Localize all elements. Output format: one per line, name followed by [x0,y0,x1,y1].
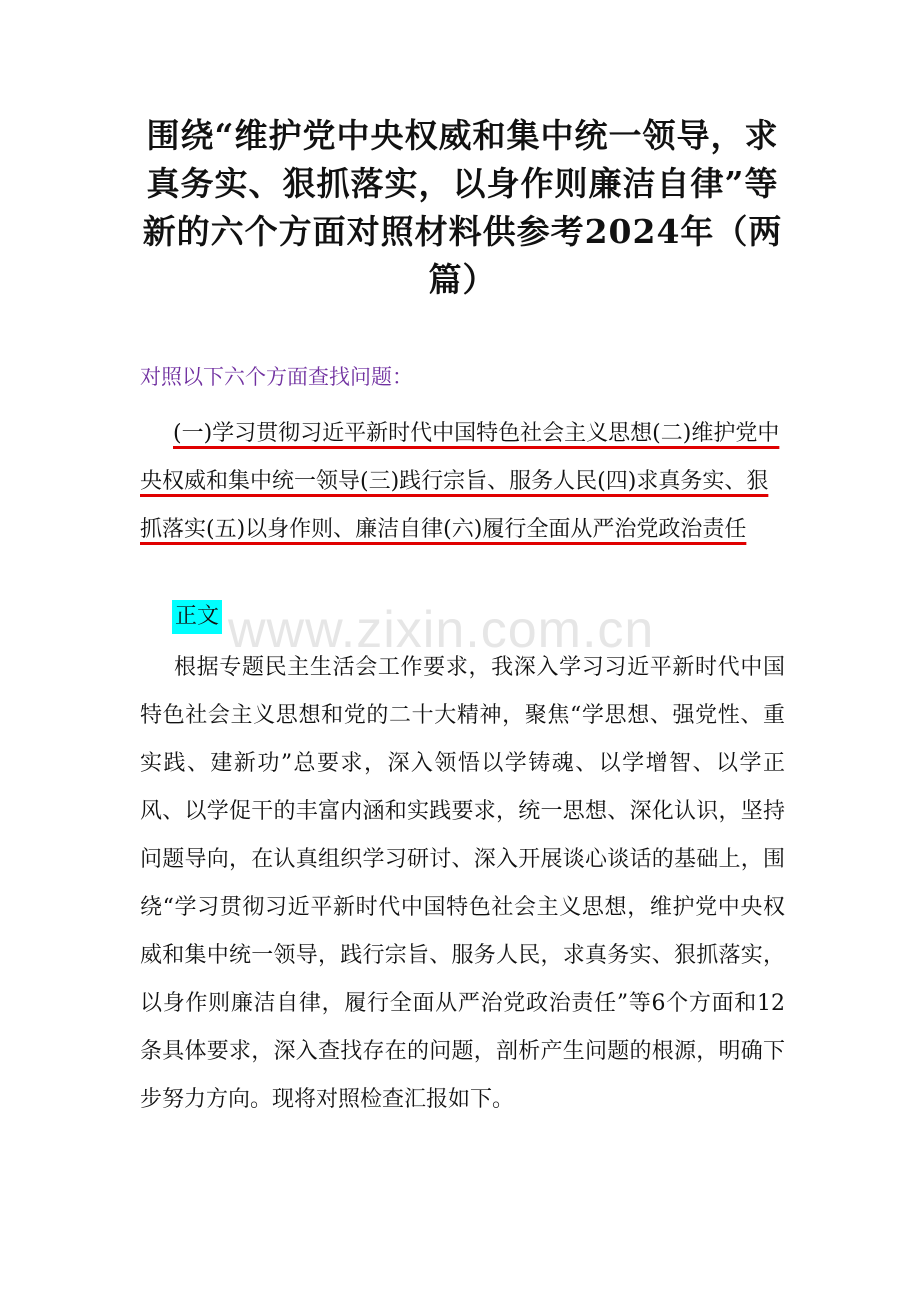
section-label-zhengwen: 正文 [172,600,222,634]
body-paragraph: 根据专题民主生活会工作要求，我深入学习习近平新时代中国特色社会主义思想和党的二十大精神，聚焦“学思想、强党性、重实践、建新功”总要求，深入领悟以学铸魂、以学增智、以学正风、以学促干的丰富内涵和实践要求，统一思想、深化认识，坚持问题导向，在认真组织学习研讨、深入开展谈心谈话的基础上，围绕“学习贯彻习近平新时代中国特色社会主义思想，维护党中央权威和集中统一领导，践行宗旨、服务人民，求真务实、狠抓落实，以身作则廉洁自律，履行全面从严治党政治责任”等6个方面和12条具体要求，深入查找存在的问题，剖析产生问题的根源，明确下步努力方向。现将对照检查汇报如下。 [140,655,785,1112]
document-title: 围绕“维护党中央权威和集中统一领导，求真务实、狠抓落实，以身作则廉洁自律”等新的六个方面对照材料供参考2024年（两篇） [142,116,783,299]
six-aspects-text: (一)学习贯彻习近平新时代中国特色社会主义思想(二)维护党中央权威和集中统一领导(三)践行宗旨、服务人民(四)求真务实、狠抓落实(五)以身作则、廉洁自律(六)履行全面从严治党政治责任 [140,421,780,542]
watermark: www.zixin.com.cn [228,601,655,659]
six-aspects-list [140,410,785,554]
intro-heading: 对照以下六个方面查找问题： [140,365,413,389]
